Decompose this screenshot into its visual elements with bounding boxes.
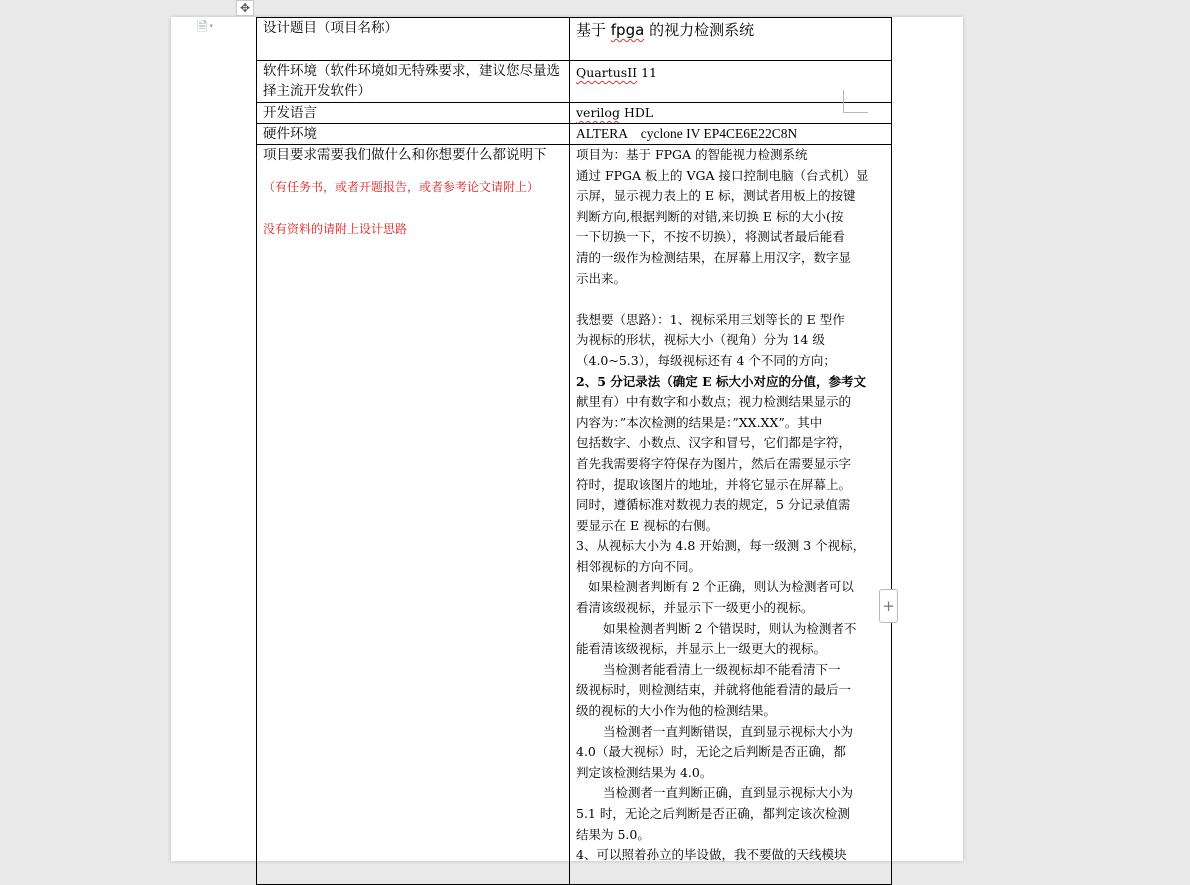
project-form-table — [256, 17, 892, 885]
table-row — [257, 61, 892, 103]
body-line: 清的一级作为检测结果，在屏幕上用汉字，数字显 — [576, 249, 852, 265]
body-line: 判定该检测结果为 4.0。 — [576, 764, 713, 780]
body-line: 2、5 分记录法（确定 E 标大小对应的分值，参考文 — [576, 373, 866, 389]
document-icon[interactable]: 🗎 ▾ — [197, 20, 213, 35]
hardware-env-cell[interactable]: ALTERA cyclone IV EP4CE6E22C8N — [570, 124, 892, 145]
software-env-cell[interactable]: QuartusII 11 — [570, 61, 892, 103]
body-line: 4.0（最大视标）时，无论之后判断是否正确，都 — [576, 744, 846, 760]
body-line: 当检测者能看清上一级视标却不能看清下一 — [603, 661, 841, 677]
table-row — [257, 124, 892, 145]
body-line: 5.1 时，无论之后判断是否正确，都判定该次检测 — [576, 806, 850, 821]
body-line: 一下切换一下，不按不切换），将测试者最后能看 — [576, 229, 845, 245]
body-line: 内容为：”本次检测的结果是：”XX.XX”。其中 — [576, 414, 823, 430]
requirement-body-cell[interactable] — [570, 145, 892, 885]
body-line — [576, 289, 885, 310]
body-line: 要显示在 E 视标的右侧。 — [576, 517, 719, 533]
body-line: 献里有）中有数字和小数点；视力检测结果显示的 — [576, 394, 852, 410]
body-line: 4、可以照着孙立的毕设做，我不要做的天线模块 — [576, 847, 847, 863]
body-line: 首先我需要将字符保存为图片，然后在需要显示字 — [576, 455, 852, 471]
text-boundary-mark — [843, 90, 868, 113]
body-line: 符时，提取该图片的地址，并将它显示在屏幕上。 — [576, 476, 852, 492]
body-line: 包括数字、小数点、汉字和冒号，它们都是字符， — [576, 435, 852, 451]
table-row — [257, 103, 892, 124]
spelling-flagged-word[interactable]: fpga — [610, 21, 645, 39]
spelling-flagged-word[interactable]: verilog — [576, 105, 620, 120]
body-line: 相邻视标的方向不同。 — [576, 558, 702, 574]
label-cell[interactable]: 硬件环境 — [257, 124, 570, 145]
body-line: 项目为：基于 FPGA 的智能视力检测系统 — [576, 147, 808, 162]
label-cell[interactable]: 开发语言 — [257, 103, 570, 124]
body-line: 3、从视标大小为 4.8 开始测，每一级测 3 个视标， — [576, 538, 866, 554]
project-title-cell[interactable]: 基于 fpga 的视力检测系统 — [570, 18, 892, 61]
body-line: 看清该级视标，并显示下一级更小的视标。 — [576, 600, 814, 616]
table-move-handle-icon[interactable]: ✥ — [236, 0, 254, 16]
label-cell[interactable]: 设计题目（项目名称） — [257, 18, 570, 61]
body-line: 为视标的形状，视标大小（视角）分为 14 级 — [576, 332, 825, 348]
body-line: 级视标时，则检测结束，并就将他能看清的最后一 — [576, 682, 852, 698]
body-line: 结果为 5.0。 — [576, 826, 650, 842]
body-line: 当检测者一直判断正确，直到显示视标大小为 — [603, 785, 854, 801]
design-note: 没有资料的请附上设计思路 — [263, 222, 408, 236]
body-line: 示屏，显示视力表上的 E 标，测试者用板上的按键 — [576, 188, 856, 204]
language-cell[interactable]: verilog HDL — [570, 103, 892, 124]
body-line: 我想要（思路）：1、视标采用三划等长的 E 型作 — [576, 311, 845, 327]
label-cell[interactable]: 软件环境（软件环境如无特殊要求，建议您尽量选择主流开发软件） — [257, 61, 570, 103]
chevron-down-icon[interactable]: ▾ — [209, 22, 213, 30]
body-line: 级的视标的大小作为他的检测结果。 — [576, 703, 777, 719]
body-line: 能看清该级视标，并显示上一级更大的视标。 — [576, 641, 827, 657]
body-line: 如果检测者判断 2 个错误时，则认为检测者不 — [603, 620, 857, 636]
body-line: 示出来。 — [576, 270, 627, 286]
body-line: 当检测者一直判断错误，直到显示视标大小为 — [603, 723, 854, 739]
spelling-flagged-word[interactable]: QuartusII — [576, 65, 638, 80]
body-line: 如果检测者判断有 2 个正确，则认为检测者可以 — [588, 579, 854, 595]
body-line: 判断方向,根据判断的对错,来切换 E 标的大小(按 — [576, 208, 844, 224]
table-row — [257, 18, 892, 61]
requirement-label-cell[interactable] — [257, 145, 570, 885]
task-note: （有任务书，或者开题报告，或者参考论文请附上） — [263, 180, 540, 194]
body-line: 同时，遵循标准对数视力表的规定，5 分记录值需 — [576, 497, 851, 513]
body-line: 通过 FPGA 板上的 VGA 接口控制电脑（台式机）显 — [576, 167, 869, 183]
add-row-plus-icon[interactable]: + — [879, 589, 898, 623]
body-line: （4.0~5.3），每级视标还有 4 个不同的方向； — [576, 352, 836, 368]
table-row — [257, 145, 892, 885]
requirement-label: 项目要求需要我们做什么和你想要什么都说明下 — [263, 147, 547, 163]
